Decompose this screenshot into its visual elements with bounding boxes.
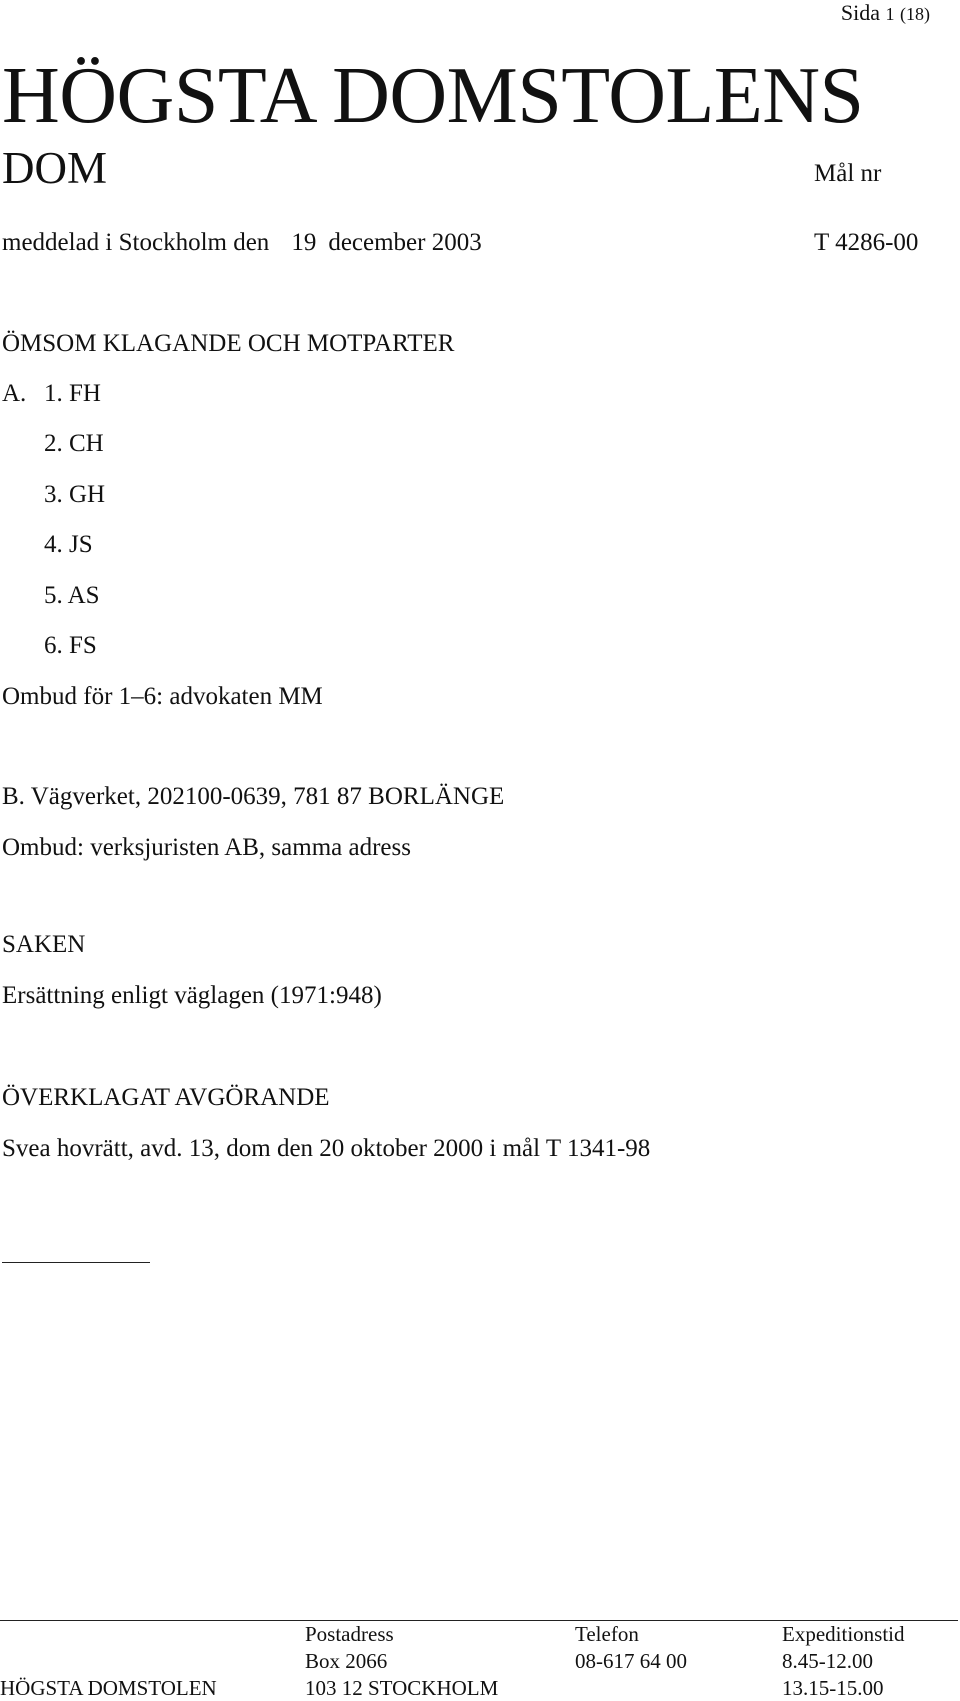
party-item: 4. JS — [44, 531, 93, 558]
party-item: 2. CH — [44, 430, 104, 457]
case-number-label: Mål nr — [814, 160, 882, 187]
party-item: 5. AS — [44, 582, 100, 609]
court-name: HÖGSTA DOMSTOLENS — [2, 52, 864, 140]
decision-date-line — [2, 229, 482, 257]
document-type: DOM — [2, 143, 108, 193]
parties-heading: ÖMSOM KLAGANDE OCH MOTPARTER — [2, 330, 455, 357]
footer-hours-2: 13.15-15.00 — [782, 1676, 884, 1700]
party-b-counsel: Ombud: verksjuristen AB, samma adress — [2, 834, 411, 861]
footer-postal-box: Box 2066 — [305, 1649, 388, 1673]
footer-postal-label: Postadress — [305, 1622, 394, 1646]
page-total: (18) — [900, 4, 930, 24]
decision-day: 19 — [291, 229, 317, 256]
separator-line — [2, 1262, 150, 1263]
matter-text: Ersättning enligt väglagen (1971:948) — [2, 982, 382, 1009]
footer-hours-label: Expeditionstid — [782, 1622, 905, 1646]
appealed-heading: ÖVERKLAGAT AVGÖRANDE — [2, 1084, 330, 1111]
footer-phone: 08-617 64 00 — [575, 1649, 687, 1673]
party-item: 1. FH — [44, 380, 101, 407]
case-number: T 4286-00 — [814, 229, 919, 256]
footer-hours-1: 8.45-12.00 — [782, 1649, 873, 1673]
party-item: 3. GH — [44, 481, 106, 508]
page-number — [841, 0, 930, 26]
page-num: 1 — [885, 4, 895, 24]
party-b: B. Vägverket, 202100-0639, 781 87 BORLÄNGE — [2, 783, 505, 810]
decision-month-year: december 2003 — [328, 229, 482, 256]
party-item: 6. FS — [44, 632, 97, 659]
page-label: Sida — [840, 0, 880, 25]
footer-rule — [0, 1620, 958, 1621]
matter-heading: SAKEN — [2, 931, 86, 958]
footer-phone-label: Telefon — [575, 1622, 639, 1646]
footer-postal-city: 103 12 STOCKHOLM — [305, 1676, 499, 1700]
decision-prefix: meddelad i Stockholm den — [2, 229, 270, 256]
party-a-counsel: Ombud för 1–6: advokaten MM — [2, 683, 323, 710]
party-group-a-label: A. — [2, 380, 27, 407]
appealed-text: Svea hovrätt, avd. 13, dom den 20 oktober 2000 i mål T 1341-98 — [2, 1135, 651, 1162]
footer-org-name: HÖGSTA DOMSTOLEN — [0, 1676, 217, 1700]
